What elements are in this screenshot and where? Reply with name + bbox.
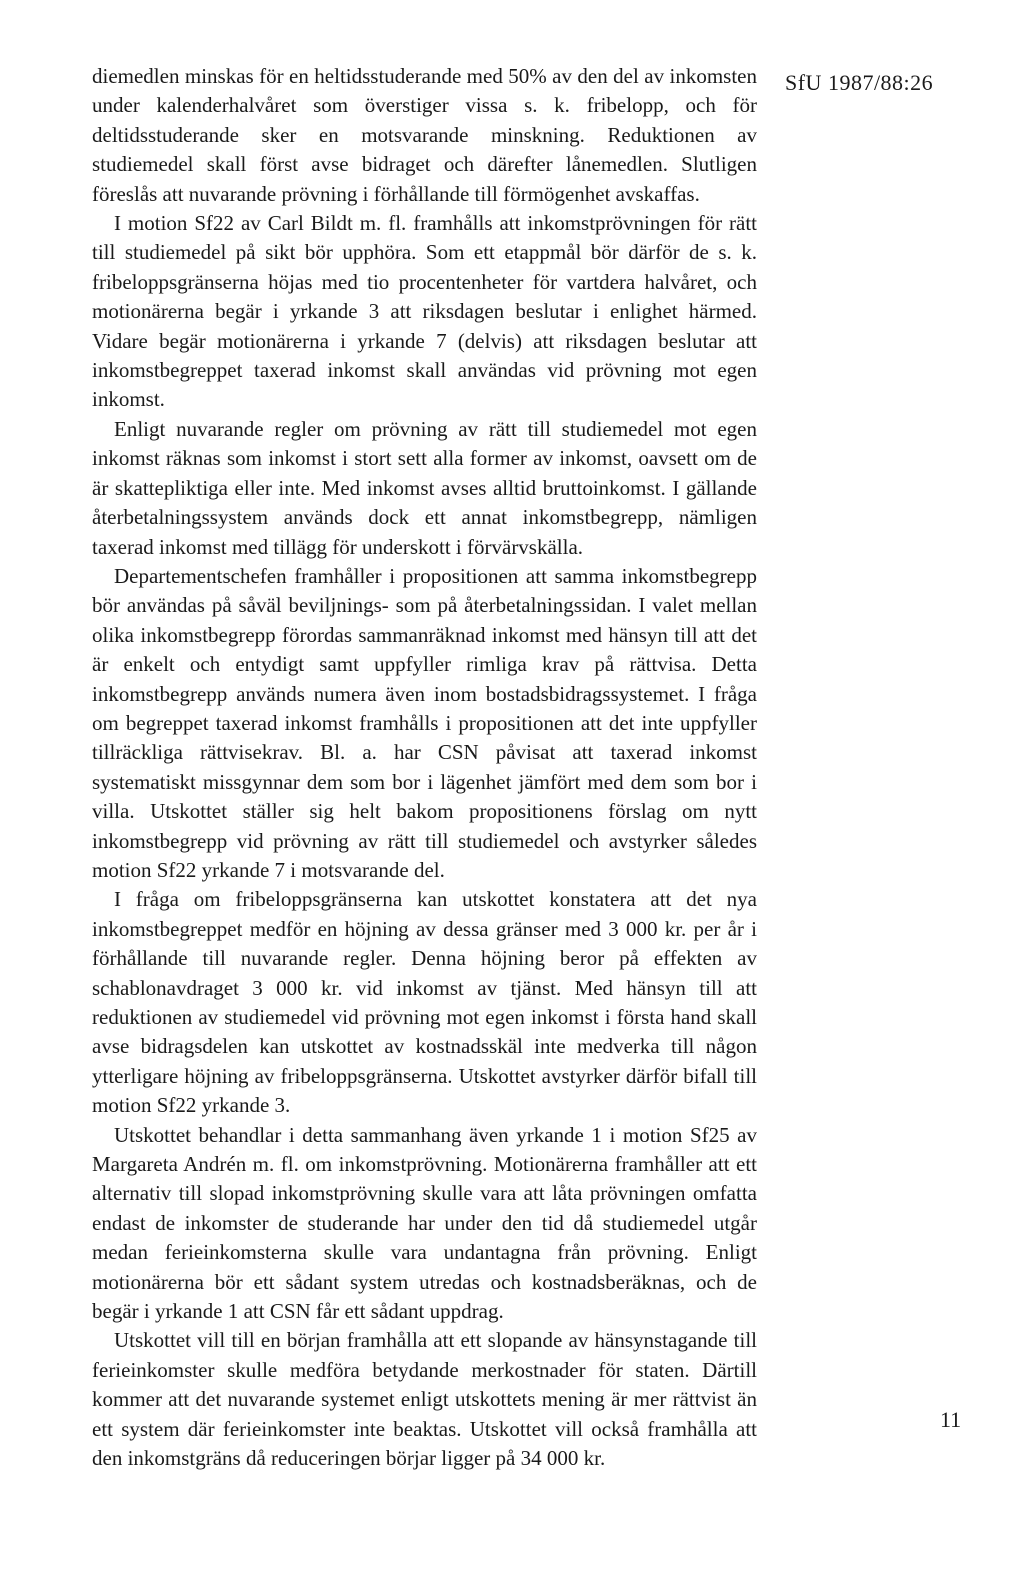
paragraph-motion-sf22: I motion Sf22 av Carl Bildt m. fl. framhålls att inkomstprövningen för rätt till studiemedel på sikt bör upphöra. Som ett etappmål bör därför de s. k. fribeloppsgränserna höjas med tio procentenheter för vartdera halvåret, och motionärerna begär i yrkande 3 att riksdagen beslutar i enlighet härmed. Vidare begär motionärerna i yrkande 7 (delvis) att riksdagen beslutar att inkomstbegreppet taxerad inkomst skall användas vid prövning mot egen inkomst. xyxy=(92,211,757,412)
paragraph-motion-sf25: Utskottet behandlar i detta sammanhang även yrkande 1 i motion Sf25 av Margareta Andrén m. fl. om inkomstprövning. Motionärerna framhåller att ett alternativ till slopad inkomstprövning skulle vara att låta prövningen omfatta endast de inkomster de studerande har under den tid då studiemedel utgår medan ferieinkomsterna skulle vara undantagna från prövning. Enligt motionärerna bör ett sådant system utredas och kostnadsberäknas, och de begär i yrkande 1 att CSN får ett sådant uppdrag. xyxy=(92,1122,757,1324)
paragraph-continuation: diemedlen minskas för en heltidsstuderande med 50% av den del av inkomsten under kalenderhalvåret som överstiger vissa s. k. fribelopp, och för deltidsstuderande sker en motsvarande minskning. Reduktionen av studiemedel skall först avse bidraget och därefter lånemedlen. Slutligen föreslås att nuvarande prövning i förhållande till förmögenhet avskaffas. xyxy=(92,64,757,206)
page-number: 11 xyxy=(940,1407,962,1432)
body-text xyxy=(92,62,757,1474)
paragraph-department-head: Departementschefen framhåller i propositionen att samma inkomstbegrepp bör användas på såväl beviljnings- som på återbetalningssidan. I valet mellan olika inkomstbegrepp förordas sammanräknad inkomst med hänsyn till att det är enkelt och entydigt samt uppfyller rimliga krav på rättvisa. Detta inkomstbegrepp används numera även inom bostadsbidragssystemet. I fråga om begreppet taxerad inkomst framhålls i propositionen att det inte uppfyller tillräckliga rättvisekrav. Bl. a. har CSN påvisat att taxerad inkomst systematiskt missgynnar dem som bor i lägenhet jämfört med dem som bor i villa. Utskottet ställer sig helt bakom propositionens förslag om nytt inkomstbegrepp vid prövning av rätt till studiemedel och avstyrker således motion Sf22 yrkande 7 i motsvarande del. xyxy=(92,563,757,882)
paragraph-current-rules: Enligt nuvarande regler om prövning av rätt till studiemedel mot egen inkomst räknas som inkomst i stort sett alla former av inkomst, oavsett om de är skattepliktiga eller inte. Med inkomst avses alltid bruttoinkomst. I gällande återbetalningssystem används dock ett annat inkomstbegrepp, nämligen taxerad inkomst med tillägg för underskott i förvärvskälla. xyxy=(92,416,757,559)
paragraph-exemption-limits: I fråga om fribeloppsgränserna kan utskottet konstatera att det nya inkomstbegreppet medför en höjning av dessa gränser med 3 000 kr. per år i förhållande till nuvarande regler. Denna höjning beror på effekten av schablonavdraget 3 000 kr. vid inkomst av tjänst. Med hänsyn till att reduktionen av studiemedel vid prövning mot egen inkomst i första hand skall avse bidragsdelen kan utskottet av kostnadsskäl inte medverka till någon ytterligare höjning av fribeloppsgränserna. Utskottet avstyrker därför bifall till motion Sf22 yrkande 3. xyxy=(92,887,757,1118)
paragraph-committee-conclusion: Utskottet vill till en början framhålla att ett slopande av hänsynstagande till ferieinkomster skulle medföra betydande merkostnader för staten. Därtill kommer att det nuvarande systemet enligt utskottets mening är mer rättvist än ett system där ferieinkomster inte beaktas. Utskottet vill också framhålla att den inkomstgräns då reduceringen börjar ligger på 34 000 kr. xyxy=(92,1328,757,1471)
document-reference: SfU 1987/88:26 xyxy=(785,70,934,95)
